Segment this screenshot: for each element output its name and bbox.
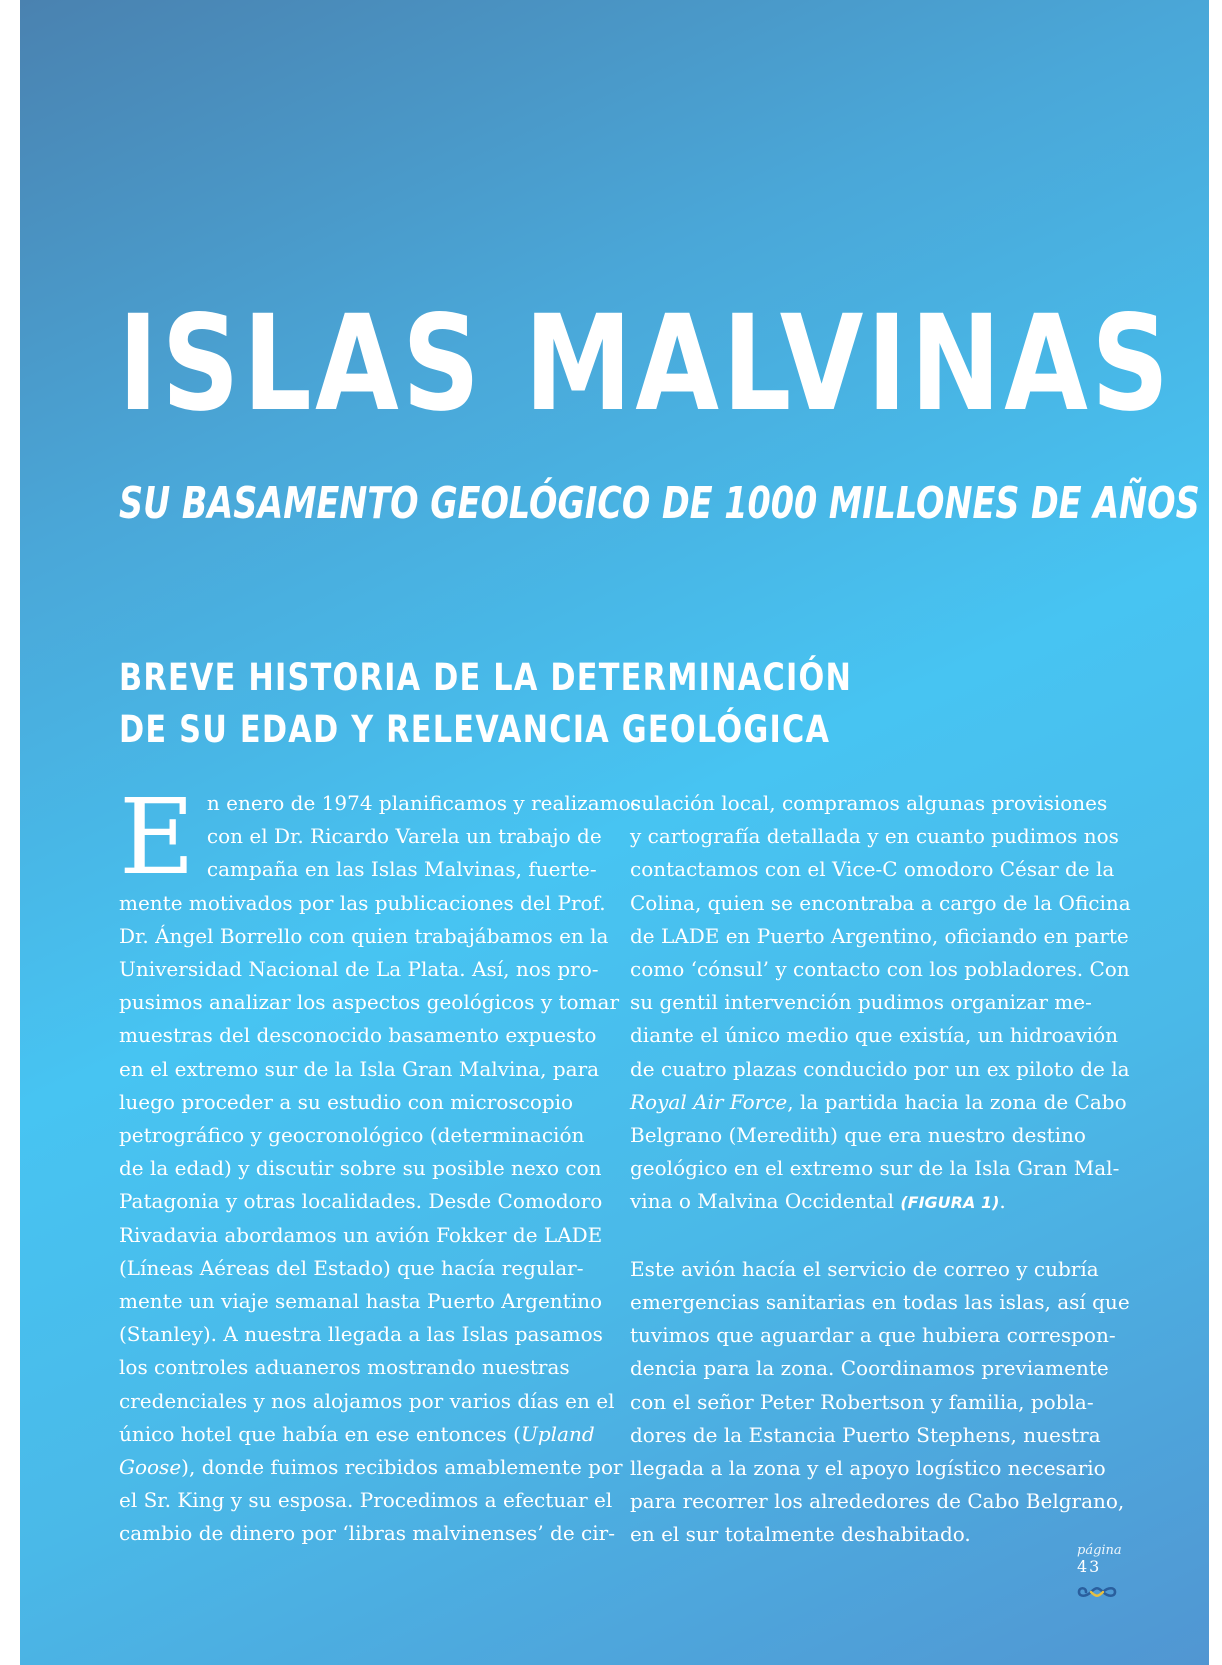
hotel-name: Upland — [520, 1421, 595, 1446]
text-line: (Stanley). A nuestra llegada a las Islas pasamos — [119, 1322, 603, 1347]
text-line — [630, 1185, 1120, 1219]
paragraph-gap — [630, 1220, 1120, 1253]
text-line: muestras del desconocido basamento expuesto — [119, 1023, 597, 1048]
text-line: credenciales y nos alojamos por varios días en el — [119, 1388, 615, 1413]
text-line: geológico en el extremo sur de la Isla Gran Mal- — [630, 1156, 1120, 1181]
text-fragment: ), donde fuimos recibidos amablemente por — [181, 1455, 623, 1480]
text-fragment: , la partida hacia la zona de Cabo — [787, 1089, 1127, 1114]
text-line: Patagonia y otras localidades. Desde Comodoro — [119, 1189, 603, 1214]
text-line: en el sur totalmente deshabitado. — [630, 1522, 971, 1547]
text-line: Belgrano (Meredith) que era nuestro destino — [630, 1123, 1086, 1148]
hotel-name: Goose — [119, 1455, 182, 1480]
text-line: Universidad Nacional de La Plata. Así, nos pro- — [119, 957, 599, 982]
text-line: con el Dr. Ricardo Varela un trabajo de — [206, 824, 602, 849]
text-line: en el extremo sur de la Isla Gran Malvina, para — [119, 1056, 600, 1081]
text-line: campaña en las Islas Malvinas, fuerte- — [206, 857, 597, 882]
text-line: con el señor Peter Robertson y familia, pobla- — [630, 1389, 1094, 1414]
text-line: Colina, quien se encontraba a cargo de la Oficina — [630, 890, 1131, 915]
text-line: Dr. Ángel Borrello con quien trabajábamos en la — [119, 923, 609, 948]
text-line: pusimos analizar los aspectos geológicos y tomar — [119, 990, 620, 1015]
text-line: Este avión hacía el servicio de correo y cubría — [630, 1256, 1099, 1281]
text-line: petrográfico y geocronológico (determinación — [119, 1123, 585, 1148]
text-line: y cartografía detallada y en cuanto pudimos nos — [630, 824, 1119, 849]
text-line: el Sr. King y su esposa. Procedimos a efectuar el — [119, 1488, 613, 1513]
text-line: (Líneas Aéreas del Estado) que hacía regular- — [119, 1255, 584, 1280]
figure-reference: (FIGURA 1) — [900, 1193, 1000, 1213]
section-heading-line: DE SU EDAD Y RELEVANCIA GEOLÓGICA — [119, 708, 831, 751]
text-line: diante el único medio que existía, un hidroavión — [630, 1023, 1119, 1048]
page-number: 43 — [1077, 1557, 1102, 1576]
section-heading-line: BREVE HISTORIA DE LA DETERMINACIÓN — [119, 656, 853, 699]
raf-name: Royal Air Force — [630, 1089, 788, 1114]
text-line: luego proceder a su estudio con microscopio — [119, 1089, 574, 1114]
text-line: mente motivados por las publicaciones del Prof. — [119, 890, 606, 915]
text-line: cambio de dinero por ‘libras malvinenses’ de cir- — [119, 1521, 615, 1546]
page-label: página — [1077, 1543, 1122, 1558]
text-fragment: vina o Malvina Occidental — [630, 1189, 901, 1214]
text-line — [630, 1086, 1127, 1119]
drop-cap: E — [119, 776, 195, 898]
text-fragment: . — [999, 1189, 1006, 1214]
text-line: de LADE en Puerto Argentino, oficiando en parte — [630, 923, 1129, 948]
infinity-icon — [1075, 1583, 1119, 1601]
text-line: para recorrer los alrededores de Cabo Belgrano, — [630, 1489, 1125, 1514]
section-heading — [119, 652, 852, 756]
article-subtitle: SU BASAMENTO GEOLÓGICO DE 1000 MILLONES DE AÑOS — [119, 478, 1200, 529]
text-line: Rivadavia abordamos un avión Fokker de LADE — [119, 1222, 603, 1247]
text-line — [119, 1418, 594, 1451]
text-line: de la edad) y discutir sobre su posible nexo con — [119, 1156, 602, 1181]
text-line: tuvimos que aguardar a que hubiera correspon- — [630, 1323, 1116, 1348]
text-line: dores de la Estancia Puerto Stephens, nuestra — [630, 1422, 1101, 1447]
text-line: como ‘cónsul’ y contacto con los pobladores. Con — [630, 957, 1130, 982]
text-line: contactamos con el Vice-C omodoro César de la — [630, 857, 1115, 882]
text-line: emergencias sanitarias en todas las islas, así que — [630, 1290, 1130, 1315]
text-fragment: único hotel que había en ese entonces ( — [119, 1421, 521, 1446]
page — [20, 0, 1209, 1665]
text-line: de cuatro plazas conducido por un ex piloto de la — [630, 1056, 1130, 1081]
text-line: mente un viaje semanal hasta Puerto Argentino — [119, 1289, 603, 1314]
right-column — [630, 787, 1131, 1552]
text-line: su gentil intervención pudimos organizar me- — [630, 990, 1092, 1015]
text-line: n enero de 1974 planificamos y realizamos — [206, 791, 641, 815]
article-title: ISLAS MALVINAS — [118, 287, 1173, 441]
text-line — [119, 1451, 623, 1484]
text-line: llegada a la zona y el apoyo logístico necesario — [630, 1456, 1106, 1481]
text-line: dencia para la zona. Coordinamos previamente — [630, 1356, 1109, 1381]
text-line: culación local, compramos algunas provisiones — [630, 791, 1108, 815]
left-column — [119, 776, 641, 1551]
text-line: los controles aduaneros mostrando nuestras — [119, 1355, 570, 1380]
